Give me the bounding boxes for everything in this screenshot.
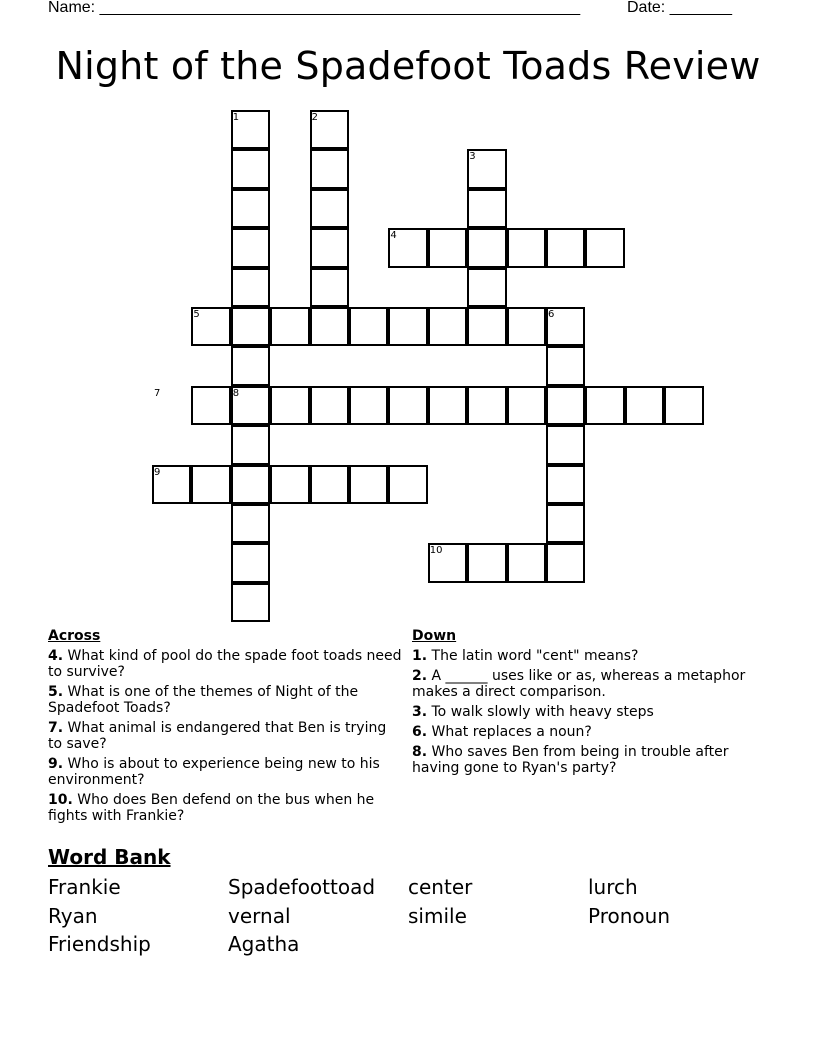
word-bank-item: simile bbox=[408, 903, 467, 928]
clue-text: A ______ uses like or as, whereas a metaphor makes a direct comparison. bbox=[412, 668, 746, 700]
crossword-cell[interactable] bbox=[270, 307, 309, 346]
clue-across-10 bbox=[48, 792, 403, 824]
word-bank-item: Friendship bbox=[48, 932, 151, 956]
clue-number-label: 6 bbox=[548, 309, 555, 320]
crossword-cell[interactable] bbox=[467, 228, 506, 267]
crossword-cell[interactable] bbox=[507, 228, 546, 267]
down-heading: Down bbox=[412, 628, 457, 644]
clue-down-6 bbox=[412, 724, 767, 740]
crossword-cell[interactable] bbox=[546, 386, 585, 425]
clue-text: Who does Ben defend on the bus when he fights with Frankie? bbox=[48, 792, 375, 824]
crossword-cell[interactable] bbox=[467, 307, 506, 346]
crossword-cell[interactable] bbox=[231, 346, 270, 385]
crossword-cell[interactable] bbox=[310, 268, 349, 307]
clue-down-8 bbox=[412, 744, 767, 776]
crossword-cell[interactable] bbox=[231, 307, 270, 346]
crossword-cell[interactable] bbox=[270, 465, 309, 504]
word-bank-item: Pronoun bbox=[588, 903, 670, 928]
crossword-cell[interactable] bbox=[467, 189, 506, 228]
crossword-cell[interactable] bbox=[546, 543, 585, 582]
crossword-cell[interactable] bbox=[310, 189, 349, 228]
clue-text: What kind of pool do the spade foot toads need to survive? bbox=[48, 648, 402, 680]
clue-text: What is one of the themes of Night of the Spadefoot Toads? bbox=[48, 684, 359, 716]
crossword-cell[interactable] bbox=[507, 307, 546, 346]
word-bank-title: Word Bank bbox=[48, 845, 171, 869]
clue-number-label: 3 bbox=[469, 151, 476, 163]
crossword-cell[interactable] bbox=[349, 465, 388, 504]
crossword-cell[interactable] bbox=[231, 425, 270, 464]
crossword-cell[interactable] bbox=[191, 465, 230, 504]
word-bank-item: Agatha bbox=[228, 932, 300, 956]
word-bank bbox=[48, 874, 768, 960]
clue-number: 6. bbox=[412, 724, 428, 740]
clue-number-label: 1 bbox=[232, 112, 240, 123]
crossword-cell[interactable] bbox=[231, 465, 270, 504]
across-heading: Across bbox=[48, 628, 101, 644]
clue-number: 1. bbox=[412, 648, 428, 664]
crossword-cell[interactable] bbox=[546, 228, 585, 267]
word-bank-item: Spadefoottoad bbox=[228, 875, 376, 899]
crossword-cell[interactable] bbox=[231, 504, 270, 543]
page-title: Night of the Spadefoot Toads Review bbox=[55, 44, 761, 88]
word-bank-item: lurch bbox=[588, 875, 638, 899]
clue-text: To walk slowly with heavy steps bbox=[427, 704, 654, 720]
crossword-cell[interactable] bbox=[231, 268, 270, 307]
crossword-cell[interactable] bbox=[231, 149, 270, 188]
crossword-cell[interactable] bbox=[546, 425, 585, 464]
clue-text: The latin word "cent" means? bbox=[427, 648, 639, 664]
clue-across-5 bbox=[48, 684, 403, 716]
crossword-cell[interactable] bbox=[231, 189, 270, 228]
crossword-cell[interactable] bbox=[310, 228, 349, 267]
crossword-cell[interactable] bbox=[546, 465, 585, 504]
word-bank-item: center bbox=[408, 875, 473, 899]
clue-number: 2. bbox=[412, 668, 428, 684]
clue-number: 5. bbox=[48, 684, 64, 700]
word-bank-item: Ryan bbox=[48, 903, 98, 928]
clue-number-label: 4 bbox=[390, 230, 397, 242]
crossword-cell[interactable] bbox=[546, 346, 585, 385]
crossword-cell[interactable] bbox=[388, 307, 427, 346]
clue-number-label: 9 bbox=[154, 466, 161, 478]
word-bank-item: Frankie bbox=[48, 875, 121, 899]
crossword-cell[interactable] bbox=[231, 228, 270, 267]
crossword-cell[interactable] bbox=[310, 149, 349, 188]
crossword-cell[interactable] bbox=[310, 386, 349, 425]
name-line[interactable]: Name: ______________________________________________________ bbox=[48, 0, 581, 16]
clue-number-label: 8 bbox=[232, 387, 240, 399]
crossword-cell[interactable] bbox=[428, 386, 467, 425]
crossword-cell[interactable] bbox=[310, 465, 349, 504]
crossword-cell[interactable] bbox=[270, 386, 309, 425]
crossword-cell[interactable] bbox=[388, 386, 427, 425]
clue-number: 8. bbox=[412, 744, 428, 760]
clue-number: 7. bbox=[48, 720, 64, 736]
clue-down-2 bbox=[412, 668, 767, 700]
clue-number-label: 10 bbox=[429, 545, 443, 557]
clue-number-label: 5 bbox=[193, 309, 200, 320]
across-clues bbox=[48, 628, 403, 828]
crossword-cell[interactable] bbox=[231, 583, 270, 622]
crossword-cell[interactable] bbox=[467, 268, 506, 307]
clue-across-9 bbox=[48, 756, 403, 788]
clue-number: 9. bbox=[48, 756, 64, 772]
crossword-cell[interactable] bbox=[349, 307, 388, 346]
crossword-cell[interactable] bbox=[191, 386, 230, 425]
clue-across-4 bbox=[48, 648, 403, 680]
clue-text: What animal is endangered that Ben is trying to save? bbox=[48, 720, 387, 752]
date-line[interactable]: Date: _______ bbox=[627, 0, 732, 16]
clue-text: Who is about to experience being new to his environment? bbox=[48, 756, 380, 788]
clue-number: 3. bbox=[412, 704, 428, 720]
crossword-cell[interactable] bbox=[467, 543, 506, 582]
clue-down-3 bbox=[412, 704, 767, 720]
crossword-cell[interactable] bbox=[546, 504, 585, 543]
crossword-cell[interactable] bbox=[428, 307, 467, 346]
clue-text: Who saves Ben from being in trouble after having gone to Ryan's party? bbox=[412, 744, 729, 776]
crossword-cell[interactable] bbox=[507, 386, 546, 425]
clue-number-label: 2 bbox=[311, 112, 318, 123]
crossword-cell[interactable] bbox=[231, 543, 270, 582]
clue-number: 10. bbox=[48, 792, 73, 808]
clue-text: What replaces a noun? bbox=[427, 724, 592, 740]
crossword-cell[interactable] bbox=[664, 386, 703, 425]
crossword-cell[interactable] bbox=[585, 228, 624, 267]
crossword-cell[interactable] bbox=[428, 228, 467, 267]
crossword-cell[interactable] bbox=[388, 465, 427, 504]
clue-number-label: 7 bbox=[154, 387, 161, 399]
clue-down-1 bbox=[412, 648, 767, 664]
crossword-cell[interactable] bbox=[310, 307, 349, 346]
crossword-cell[interactable] bbox=[349, 386, 388, 425]
crossword-cell[interactable] bbox=[585, 386, 624, 425]
crossword-cell[interactable] bbox=[625, 386, 664, 425]
clue-number: 4. bbox=[48, 648, 64, 664]
down-clues bbox=[412, 628, 767, 780]
word-bank-item: vernal bbox=[228, 903, 291, 928]
clue-across-7 bbox=[48, 720, 403, 752]
crossword-cell[interactable] bbox=[507, 543, 546, 582]
crossword-cell[interactable] bbox=[467, 386, 506, 425]
